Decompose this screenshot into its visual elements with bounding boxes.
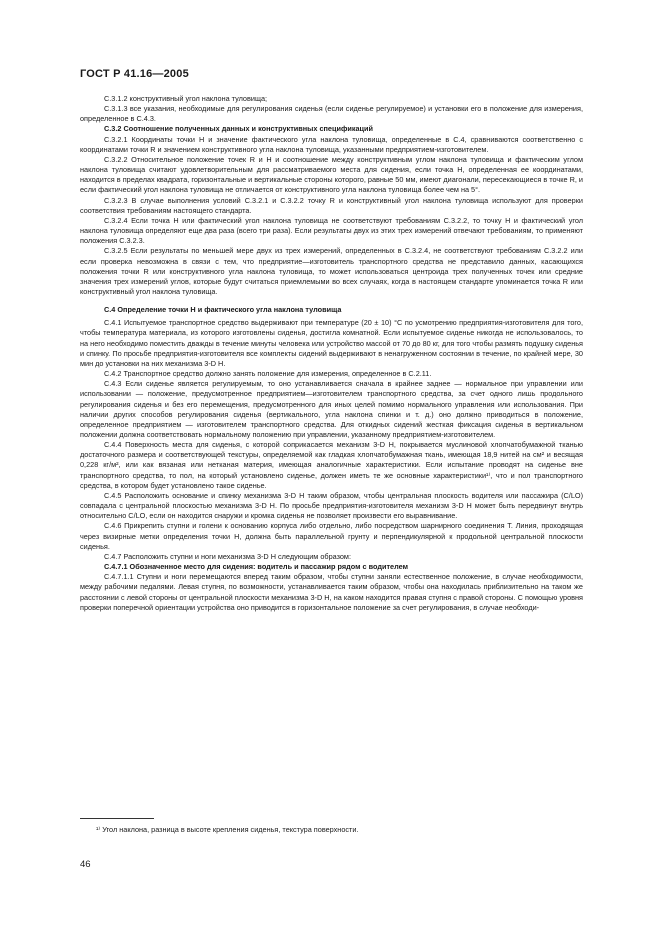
body-text [80, 94, 583, 613]
footnote: ¹⁾ Угол наклона, разница в высоте крепления сиденья, текстура поверхности. [96, 825, 359, 834]
section-heading: С.4 Определение точки H и фактического угла наклона туловища [104, 305, 342, 315]
subsection-heading: С.4.7.1 Обозначенное место для сидения: водитель и пассажир рядом с водителем [104, 562, 408, 572]
paragraph: С.4.4 Поверхность места для сиденья, с которой соприкасается механизм 3-D H, покрывается муслиновой хлопчатобумажной тканью достаточного размера и соответствующей текстуры, определяемой как гладкая хлопчатобумажная ткань, имеющая 18,9 нитей на см² и весящая 0,228 кг/м², или как вязаная или нетканая материя, имеющая аналогичные характеристики. Если испытание проводят на сиденье вне транспортного средства, то пол, на который установлено сиденье, должен иметь те же основные характеристики¹⁾, что и пол транспортного средства, в котором будет установлено такое сиденье. [80, 440, 583, 490]
footnote-divider [80, 818, 154, 819]
paragraph: С.4.5 Расположить основание и спинку механизма 3-D H таким образом, чтобы центральная плоскость водителя или пассажира (C/LO) совпадала с центральной плоскостью механизма 3-D H. По просьбе предприятия-изготовителя механизм 3-D H может быть передвинут внутрь относительно C/LO, если он находится снаружи и кромка сиденья не позволяет произвести его выравнивание. [80, 490, 583, 521]
paragraph: С.3.2.4 Если точка H или фактический угол наклона туловища не соответствуют требованиям С.3.2.2, то точку H и фактический угол наклона туловища определяют еще два раза (всего три раза). Если результаты двух из этих трех измерений отвечают требованиям, то применяют положения С.3.2.3. [80, 215, 583, 246]
paragraph: С.4.7 Расположить ступни и ноги механизма 3-D H следующим образом: [104, 551, 351, 561]
paragraph: С.3.1.3 все указания, необходимые для регулирования сиденья (если сиденье регулируемое) и установки его в положение для измерения, определенное в С.4.3. [80, 104, 583, 124]
paragraph: С.4.7.1.1 Ступни и ноги перемещаются вперед таким образом, чтобы ступни заняли естественное положение, в случае необходимости, между рабочими педалями. Левая ступня, по возможности, устанавливается таким образом, чтобы она находилась приблизительно на таком же расстоянии с левой стороны от центральной плоскости механизма 3-D H, на каком находится правая ступня с правой стороны. С помощью уровня проверки поперечной ориентации устройства оно приводится в горизонтальное положение за счет регулирования, в случае необходи- [80, 572, 583, 612]
paragraph: С.4.1 Испытуемое транспортное средство выдерживают при температуре (20 ± 10) °С по усмотрению предприятия-изготовителя для того, чтобы температура материала, из которого изготовлены сиденья, достигла комнатной. Если испытуемое сиденье никогда не использовалось, то на него необходимо поместить дважды в течение минуты человека или устройство массой от 70 до 80 кг, для того чтобы размять подушку сиденья и спинку. По просьбе предприятия-изготовителя все комплекты сидений выдерживают в ненагруженном состоянии в течение, по крайней мере, 30 мин до установки на них механизма 3-D H. [80, 318, 583, 368]
paragraph: С.3.2.3 В случае выполнения условий С.3.2.1 и С.3.2.2 точку R и конструктивный угол наклона туловища используют для проверки соответствия требованиям настоящего стандарта. [80, 195, 583, 215]
paragraph: С.3.2.2 Относительное положение точек R и H и соотношение между конструктивным углом наклона туловища и фактическим углом наклона туловища считают удовлетворительным для рассматриваемого места для сидения, если точка H, определенная ее координатами, находится в пределах квадрата, горизонтальные и вертикальные стороны которого, равные 50 мм, имеют диагонали, пересекающиеся в точке R, и если фактический угол наклона туловища не отличается от конструктивного угла наклона туловища более чем на 5°. [80, 154, 583, 195]
page-header: ГОСТ Р 41.16—2005 [80, 68, 189, 80]
paragraph: С.3.2.1 Координаты точки H и значение фактического угла наклона туловища, определенные в С.4, сравниваются соответственно с координатами точки R и значением конструктивного угла наклона туловища, указанными предприятием-изготовителем. [80, 134, 583, 154]
subsection-heading: С.3.2 Соотношение полученных данных и конструктивных спецификаций [104, 124, 373, 134]
page-number: 46 [80, 859, 91, 870]
paragraph: С.4.6 Прикрепить ступни и голени к основанию корпуса либо отдельно, либо посредством шарнирного соединения T. Линия, проходящая через визирные метки определения точки H, должна быть параллельной грунту и перпендикулярной к продольной центральной плоскости сиденья. [80, 521, 583, 551]
paragraph: С.4.3 Если сиденье является регулируемым, то оно устанавливается сначала в крайнее заднее — нормальное при управлении или использовании — положение, предусмотренное предприятием—изготовителем транспортного средства, за счет одного лишь продольного регулирования сиденья и без его перемещения, предусмотренного для иных целей помимо нормального управления или использования. При наличии других способов регулирования сиденья (вертикального, угла наклона спинки и т. д.) оно должно приводиться в положение, определенное предприятием — изготовителем транспортного средства. Для откидных сидений жесткая фиксация сиденья в вертикальном положении должна соответствовать нормальному положению при управлении, указанному предприятием-изготовителем. [80, 379, 583, 439]
paragraph: С.4.2 Транспортное средство должно занять положение для измерения, определенное в С.2.11. [104, 369, 432, 379]
paragraph: С.3.1.2 конструктивный угол наклона туловища; [104, 94, 268, 103]
paragraph: С.3.2.5 Если результаты по меньшей мере двух из трех измерений, определенных в С.3.2.4, не соответствуют требованиям С.3.2.2 или если проверка невозможна в связи с тем, что предприятие—изготовитель транспортного средства не представило данных, касающихся положения точки R или конструктивного угла наклона туловища, то может использоваться центроида трех полученных точек или средние значения трех измерений углов, которые будут считаться приемлемыми во всех случаях, когда в настоящем стандарте упоминается точка R или конструктивный угол наклона туловища. [80, 246, 583, 296]
